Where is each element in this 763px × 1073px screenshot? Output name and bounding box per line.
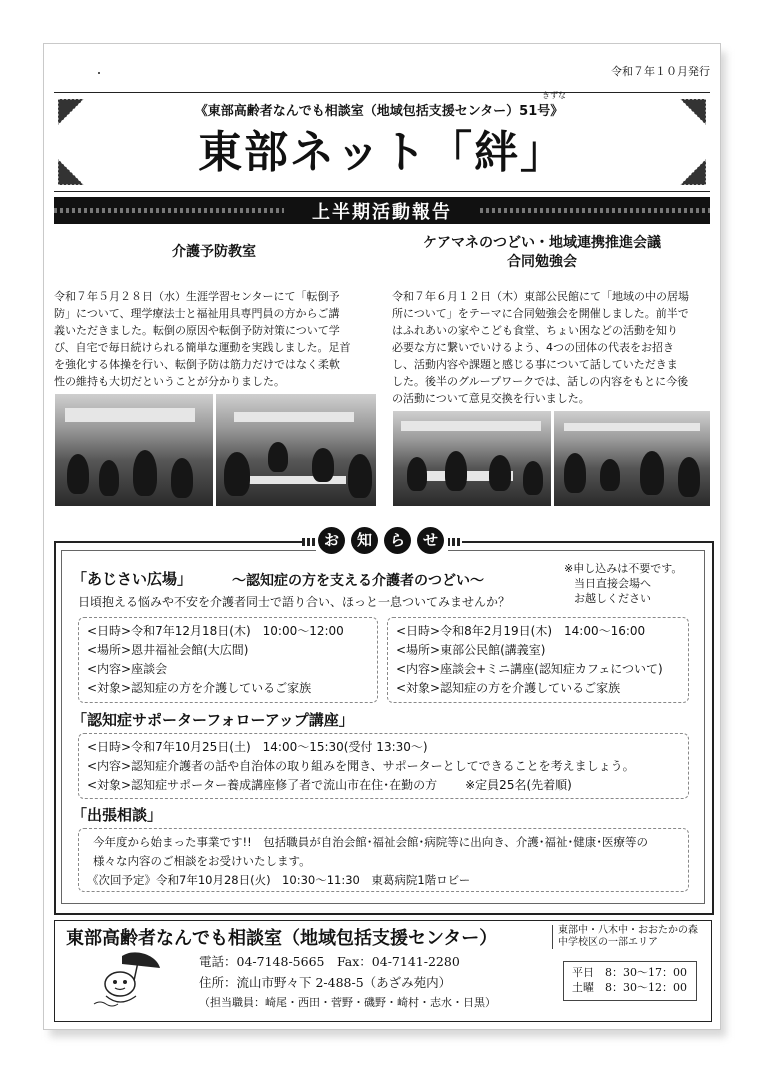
- session-detail: <場所>恩井福祉会館(大広間): [87, 643, 249, 657]
- issue-date: 令和７年１０月発行: [611, 65, 710, 78]
- footer-title: 東部高齢者なんでも相談室（地域包括支援センター）: [66, 928, 498, 949]
- ajisai-subtitle: ～認知症の方を支える介護者のつどい～: [232, 573, 484, 589]
- ajisai-description: 日頃抱える悩みや不安を介護者同士で語り合い、ほっと一息ついてみませんか？: [78, 595, 511, 609]
- mascot-logo-icon: [86, 950, 166, 1010]
- right-article-title: [384, 234, 700, 272]
- left-article-title: 介護予防教室: [172, 244, 256, 260]
- left-line: び、自宅で毎日続けられる簡単な運動を実践しました。足首: [54, 341, 351, 354]
- session-detail: <内容>座談会+ミニ講座(認知症カフェについて): [396, 662, 663, 676]
- session-detail: <場所>東部公民館(講義室): [396, 643, 546, 657]
- session-detail: <対象>認知症の方を介護しているご家族: [87, 681, 312, 695]
- scan-speck: [98, 72, 100, 74]
- left-line: 性の維持も大切だということが分かりました。: [54, 375, 285, 388]
- ajisai-title: 「あじさい広場」: [72, 570, 193, 588]
- outreach-line: 《次回予定》令和7年10月28日(火) 10:30～11:30 東葛病院1階ロビー: [87, 873, 471, 887]
- supporter-title: 「認知症サポーターフォローアップ講座」: [72, 711, 354, 729]
- right-line: はふれあいの家やこども食堂、ちょい困などの活動を知り: [392, 324, 678, 337]
- supporter-line: [87, 776, 680, 795]
- supporter-details: [78, 733, 689, 799]
- newsletter-title: 東部ネット「絆」: [198, 127, 566, 178]
- title-ruby: きずな: [542, 91, 566, 100]
- hours-weekday: 平日 8：30～17：00: [572, 966, 687, 979]
- outreach-line: 今年度から始まった事業です!! 包括職員が自治会館･福祉会館･病院等に出向き、介護･福祉･健康･医療等の: [93, 835, 649, 849]
- supporter-line: <内容>認知症介護者の話や自治体の取り組みを聞き、サポーターとしてできることを考えましょう。: [87, 759, 635, 773]
- outreach-title: 「出張相談」: [72, 806, 163, 824]
- office-hours: [563, 961, 697, 1001]
- session-detail: <日時>令和7年12月18日(木) 10:00～12:00: [87, 624, 344, 638]
- notice-char: 知: [351, 527, 378, 554]
- session-detail: <対象>認知症の方を介護しているご家族: [396, 681, 621, 695]
- supporter-capacity: ※定員25名(先着順): [465, 778, 572, 792]
- supporter-target: <対象>認知症サポーター養成講座修了者で流山市在住･在勤の方: [87, 778, 438, 792]
- ajisai-note: [564, 561, 709, 606]
- section-bar: [54, 197, 710, 224]
- notice-char: せ: [417, 527, 444, 554]
- footer-phone: 電話：04-7148-5665 Fax：04-7141-2280: [199, 954, 460, 969]
- photo-study-1: [393, 411, 551, 506]
- session-detail: <内容>座談会: [87, 662, 168, 676]
- session-detail: <日時>令和8年2月19日(木) 14:00～16:00: [396, 624, 646, 638]
- notice-char: お: [318, 527, 345, 554]
- left-line: 防」について、理学療法士と福祉用具専門員の方からご講: [54, 307, 340, 320]
- left-line: 義いただきました。転倒の原因や転倒予防対策について学: [54, 324, 340, 337]
- left-line: 令和７年５月２８日（水）生涯学習センターにて「転倒予: [54, 290, 340, 303]
- outreach-line: 様々な内容のご相談をお受けいたします。: [93, 854, 311, 868]
- note-line: お越しください: [574, 592, 651, 605]
- footer-address: 住所：流山市野々下 2-488-5（あざみ苑内）: [199, 975, 452, 990]
- note-line: 当日直接会場へ: [574, 577, 651, 590]
- right-line: 所について」をテーマに合同勉強会を開催しました。前半で: [392, 307, 689, 320]
- right-line: し、活動内容や課題と感じる事について話していただきま: [392, 358, 678, 371]
- newsletter-page: [43, 43, 721, 1030]
- note-line: ※申し込みは不要です。: [564, 562, 683, 575]
- notice-heading: [318, 527, 446, 555]
- ajisai-session-2: [387, 617, 689, 703]
- right-title-line-1: ケアマネのつどい・地域連携推進会議: [423, 235, 661, 251]
- notice-char: ら: [384, 527, 411, 554]
- right-line: 令和７年６月１２日（木）東部公民館にて「地域の中の居場: [392, 290, 689, 303]
- left-line: を強化する体操を行い、転倒予防は筋力だけではなく柔軟: [54, 358, 340, 371]
- ajisai-session-1: [78, 617, 378, 703]
- left-article-body: [54, 288, 379, 390]
- right-article-body: [392, 288, 714, 407]
- outreach-details: [78, 828, 689, 892]
- footer-area: [552, 925, 708, 949]
- area-line: 中学校区の一部エリア: [558, 937, 658, 948]
- photo-seminar-2: [216, 394, 376, 506]
- photo-seminar-1: [55, 394, 213, 506]
- hours-saturday: 土曜 8：30～12：00: [572, 981, 687, 994]
- right-line: した。後半のグループワークでは、話しの内容をもとに今後: [392, 375, 689, 388]
- area-line: 東部中・八木中・おおたかの森: [558, 925, 698, 936]
- right-line: の活動について意見交換を行いました。: [392, 392, 590, 405]
- section-heading: 上半期活動報告: [312, 202, 452, 223]
- masthead-subtitle: 《東部高齢者なんでも相談室（地域包括支援センター）51号》: [194, 104, 564, 119]
- footer-staff: （担当職員：崎尾・西田・菅野・磯野・崎村・志水・日黒）: [199, 996, 496, 1009]
- right-line: 必要な方に繋いでいけるよう、4つの団体の代表をお招き: [392, 341, 674, 354]
- supporter-line: <日時>令和7年10月25日(土) 14:00～15:30(受付 13:30～): [87, 740, 428, 754]
- right-title-line-2: 合同勉強会: [507, 254, 577, 270]
- photo-study-2: [554, 411, 710, 506]
